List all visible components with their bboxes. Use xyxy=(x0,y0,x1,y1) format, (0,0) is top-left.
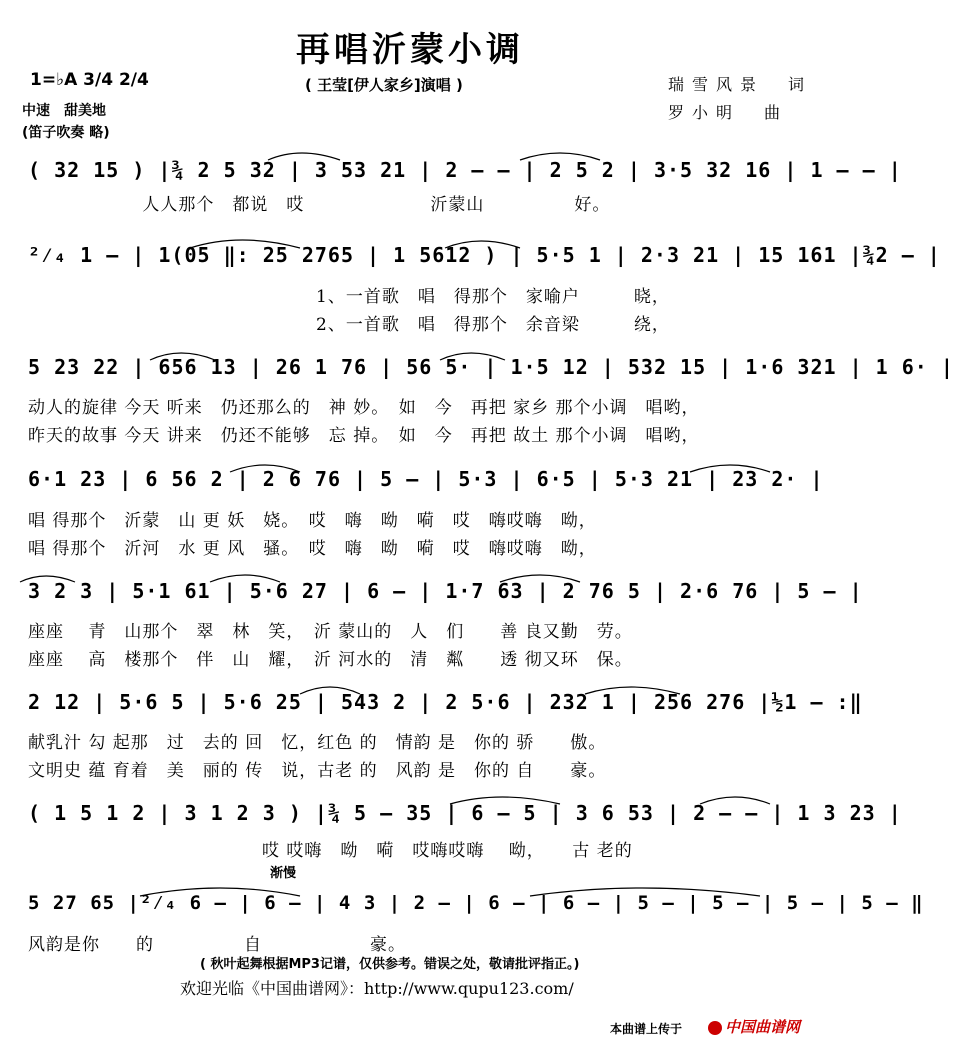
tempo-marking: 中速 甜美地 xyxy=(22,103,106,119)
logo-text: 中国曲谱网 xyxy=(725,1018,801,1036)
composer-credit: 罗小明 曲 xyxy=(668,103,789,122)
lyric-line-3a: 动人的旋律 今天 听来 仍还那么的 神 妙。 如 今 再把 家乡 那个小调 唱哟， xyxy=(28,398,700,418)
score-line-7: ( 1 5 1 2 | 3 1 2 3 ) |¾ 5 – 35 | 6 – 5 | 3 6 53 | 2 – – | 1 3 23 | xyxy=(28,801,902,825)
lyric-line-2b: 2、一首歌 唱 得那个 余音梁 绕， xyxy=(28,315,670,335)
lyric-line-7: 哎 哎嗨 呦 嗬 哎嗨哎嗨 呦， 古 老的 xyxy=(28,841,633,861)
upload-label: 本曲谱上传于 xyxy=(610,1022,683,1036)
lyric-line-5b: 座座 高 楼那个 伴 山 耀， 沂 河水的 清 粼 透 彻又环 保。 xyxy=(28,650,633,670)
performer-credit: ( 王莹[伊人家乡]演唱 ) xyxy=(305,76,463,94)
lyric-line-8: 风韵是你 的 自 豪。 xyxy=(28,935,406,955)
lyric-line-6b: 文明史 蕴 育着 美 丽的 传 说，古老 的 风韵 是 你的 自 豪。 xyxy=(28,761,607,781)
score-line-6: 2 12 | 5·6 5 | 5·6 25 | 543 2 | 2 5·6 | 232 1 | 256 276 |½1 – :‖ xyxy=(28,690,863,714)
score-line-4: 6·1 23 | 6 56 2 | 2 6 76 | 5 – | 5·3 | 6·5 | 5·3 21 | 23 2· | xyxy=(28,467,824,491)
lyricist-credit: 瑞雪风景 词 xyxy=(668,75,813,94)
lyric-line-1: 人人那个 都说 哎 沂蒙山 好。 xyxy=(28,195,611,215)
score-line-2: ²⁄₄ 1 – | 1(05 ‖: 25 2765 | 1 5612 ) | 5·5 1 | 2·3 21 | 15 161 |¾2 – | xyxy=(28,243,941,267)
score-line-1: ( 32 15 ) |¾ 2 5 32 | 3 53 21 | 2 – – | 2 5 2 | 3·5 32 16 | 1 – – | xyxy=(28,158,902,182)
tempo-change-marking: 渐慢 xyxy=(270,866,297,881)
lyric-line-2a: 1、一首歌 唱 得那个 家喻户 晓， xyxy=(28,287,670,307)
score-line-3: 5 23 22 | 656 13 | 26 1 76 | 56 5· | 1·5 12 | 532 15 | 1·6 321 | 1 6· | xyxy=(28,355,954,379)
transcriber-note: ( 秋叶起舞根据MP3记谱，仅供参考。错误之处，敬请批评指正。) xyxy=(200,957,580,972)
score-line-8: 5 27 65 |²⁄₄ 6 – | 6 – | 4 3 | 2 – | 6 – | 6 – | 5 – | 5 – | 5 – | 5 – ‖ xyxy=(28,892,924,914)
lyric-line-6a: 献乳汁 勾 起那 过 去的 回 忆，红色 的 情韵 是 你的 骄 傲。 xyxy=(28,733,607,753)
lyric-line-4a: 唱 得那个 沂蒙 山 更 妖 娆。 哎 嗨 呦 嗬 哎 嗨哎嗨 呦， xyxy=(28,511,597,531)
flute-note: (笛子吹奏 略) xyxy=(22,125,110,141)
lyric-line-3b: 昨天的故事 今天 讲来 仍还不能够 忘 掉。 如 今 再把 故土 那个小调 唱哟， xyxy=(28,426,700,446)
lyric-line-4b: 唱 得那个 沂河 水 更 风 骚。 哎 嗨 呦 嗬 哎 嗨哎嗨 呦， xyxy=(28,539,597,559)
website-line: 欢迎光临《中国曲谱网》：http://www.qupu123.com/ xyxy=(180,979,574,998)
key-signature: 1=♭A 3/4 2/4 xyxy=(30,70,149,90)
song-title: 再唱沂蒙小调 xyxy=(296,30,524,70)
lyric-line-5a: 座座 青 山那个 翠 林 笑， 沂 蒙山的 人 们 善 良又勤 劳。 xyxy=(28,622,633,642)
score-line-5: 3 2 3 | 5·1 61 | 5·6 27 | 6 – | 1·7 63 | 2 76 5 | 2·6 76 | 5 – | xyxy=(28,579,863,603)
